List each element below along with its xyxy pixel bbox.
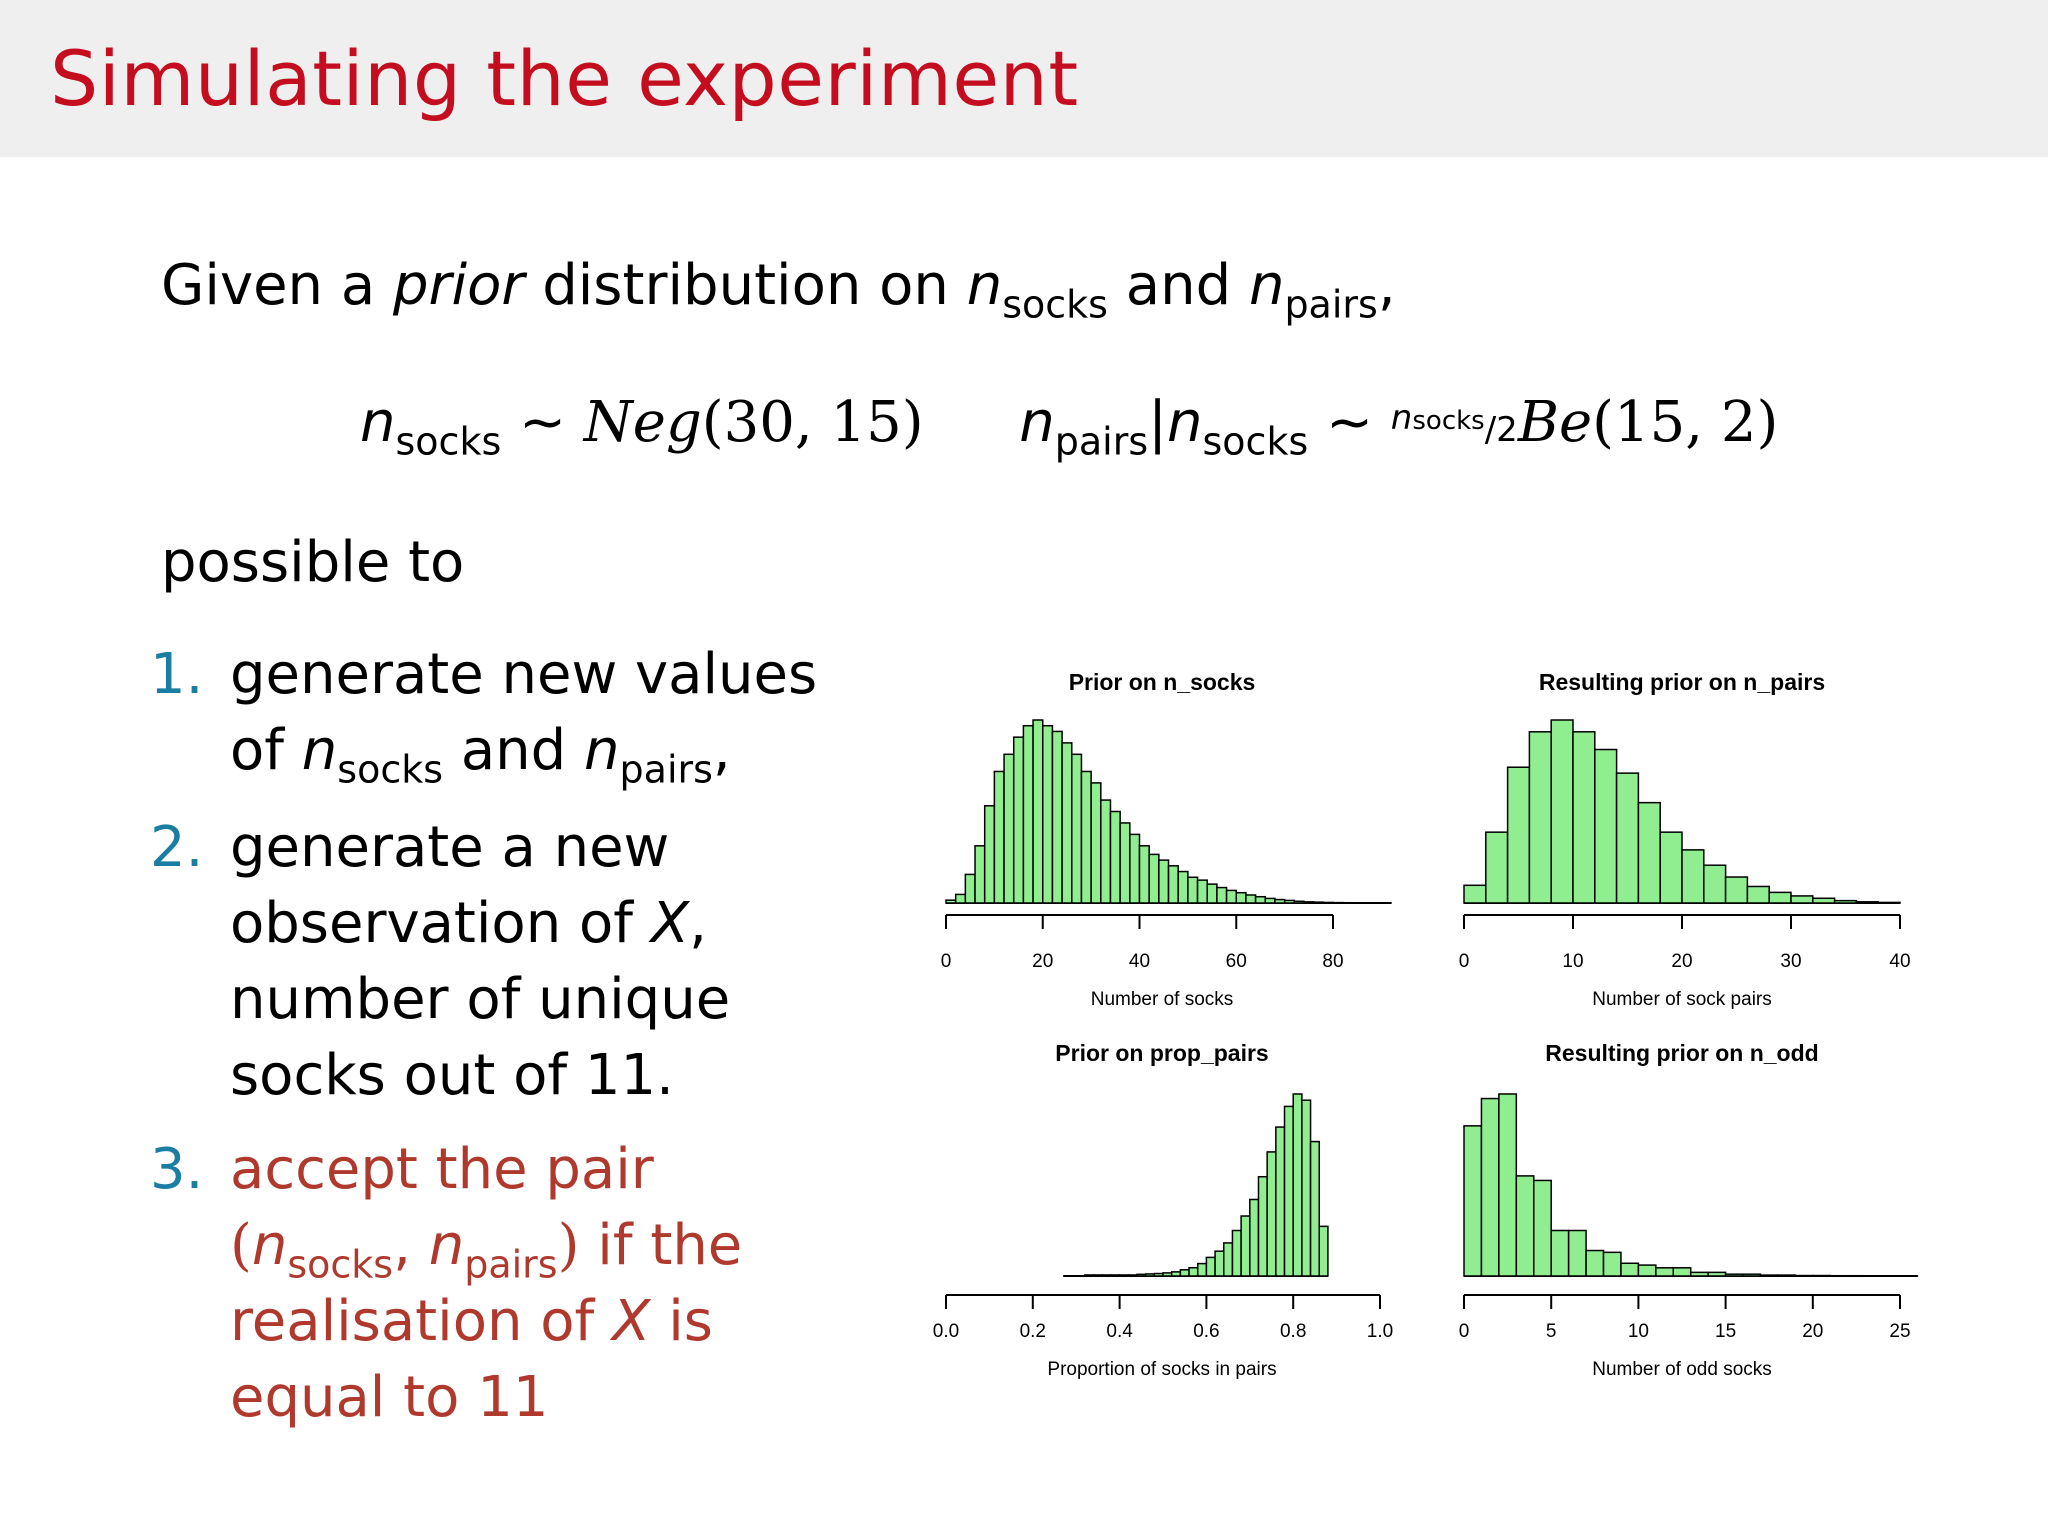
histogram-bar [1033,720,1043,903]
histogram-bar [1791,896,1813,903]
histogram-bar [1246,895,1256,903]
histogram-bar [1198,880,1208,903]
histogram-bar [1656,1268,1673,1276]
histogram-bar [1043,726,1053,903]
step-1-number: 1. [150,642,204,707]
histogram-bar [1726,1274,1743,1276]
step-2-line-2: observation of X, [230,891,707,956]
x-axis-label: Proportion of socks in pairs [1047,1359,1277,1380]
intro-and: and [1125,253,1232,318]
histogram-bar [1188,877,1198,903]
x-tick-label: 0.4 [1106,1321,1133,1342]
histogram-bar [1617,773,1639,903]
chart-title: Resulting prior on n_odd [1545,1040,1819,1066]
histogram-bar [1708,1272,1725,1276]
histogram-bar [1241,1216,1250,1276]
histogram-bar [1835,901,1857,903]
x-tick-label: 1.0 [1366,1321,1394,1342]
slide-title: Simulating the experiment [50,34,1079,123]
histogram-bar [1207,884,1217,903]
histogram-bar [1285,900,1295,903]
sub-pairs: pairs [1054,419,1149,464]
var-n: n [360,390,396,455]
dist-be-args: (15, 2) [1592,390,1779,455]
histogram-bar [975,846,985,903]
possible-to: possible to [161,530,465,595]
histogram-bar [1534,1180,1551,1276]
x-tick-label: 40 [1889,951,1911,972]
histogram-bar [1726,877,1748,903]
histogram-bar [1586,1251,1603,1276]
step-2-line-4: socks out of 11. [230,1043,674,1108]
histogram-bar [1275,900,1285,903]
x-tick-label: 5 [1545,1321,1557,1342]
histogram-bar [1256,897,1266,903]
histogram-bar [1217,888,1227,903]
histogram-bar [1111,1275,1120,1276]
sub-socks: socks [1002,282,1108,327]
histogram-bar [1189,1268,1198,1276]
x-tick-label: 0.8 [1279,1321,1307,1342]
histogram-bar [1128,1275,1137,1276]
histogram-bar [1178,872,1188,903]
histogram-bar [1638,1265,1655,1276]
dist-neg: Neg [583,390,702,455]
bar: | [1148,390,1167,455]
histogram-bar [1137,1274,1146,1276]
chart-title: Prior on prop_pairs [1055,1040,1269,1066]
histogram-bar [1743,1274,1760,1276]
x-axis-label: Number of sock pairs [1592,989,1772,1010]
intro-prior-word: prior [392,253,525,318]
histogram-bar [1072,754,1082,903]
histogram-bar [1227,890,1237,903]
histogram-bar [1595,750,1617,903]
x-tick-label: 60 [1225,951,1247,972]
step-2-number: 2. [150,815,204,880]
histogram-bar [1172,1272,1181,1276]
x-tick-label: 10 [1627,1321,1649,1342]
histogram-bar [1673,1268,1690,1276]
histogram-bar [1206,1257,1215,1276]
dist-be: Be [1517,390,1593,455]
histogram-bar [1747,886,1769,903]
histogram-bar [1481,1099,1498,1276]
x-tick-label: 40 [1128,951,1151,972]
histogram-bar [1285,1106,1294,1276]
histogram-bar [1691,1272,1708,1276]
histogram-bar [1169,866,1179,903]
histogram-bar [1159,860,1169,903]
histogram-bar [1232,1231,1241,1277]
histogram-bar [1551,720,1573,903]
histogram-bar [1023,726,1033,903]
histogram-bar [1250,1199,1259,1276]
x-axis-label: Number of socks [1090,989,1234,1010]
histogram-bar [1062,743,1072,903]
var-n: n [966,253,1003,318]
x-tick-label: 30 [1780,951,1802,972]
histogram-bar [1551,1231,1568,1277]
histogram-bar [1464,885,1486,903]
histogram-bar [1140,846,1150,903]
x-tick-label: 0 [1458,951,1470,972]
histogram-bar [1081,771,1091,903]
histogram-bar [1856,902,1878,903]
x-tick-label: 20 [1032,951,1054,972]
step-1-line-2: of $n_{socks}$ and $n_{pairs}$, [230,718,731,792]
var-n: n [1167,390,1203,455]
histogram-bar [956,894,966,903]
step-3-line-3: realisation of X is [230,1289,713,1354]
intro-comma: , [1377,253,1396,318]
histogram-bar [1878,902,1900,903]
histogram-bar [1276,1127,1285,1276]
histogram-bar [1778,1275,1795,1276]
sub-socks: socks [395,419,502,464]
histogram-bar [1323,902,1333,903]
histogram-bar [1258,1177,1267,1276]
step-1-line-1: generate new values [230,642,818,707]
sub-pairs: pairs [1284,282,1378,327]
var-n: n [1248,253,1285,318]
histogram-bar [985,806,995,903]
intro-text-2: distribution on [542,253,949,318]
histogram-bar [1130,834,1140,903]
x-tick-label: 0 [940,951,952,972]
histogram-bar [1508,767,1530,903]
histogram-bar [1224,1243,1233,1276]
step-3-number: 3. [150,1137,204,1202]
chart-title: Prior on n_socks [1068,669,1256,695]
histogram-bar [1120,1275,1129,1276]
histogram-bar [994,771,1004,903]
histogram-bar [1813,898,1835,903]
x-tick-label: 20 [1671,951,1693,972]
histogram-bar [1265,898,1275,903]
histogram-bar [1004,754,1014,903]
histogram-bar [1516,1176,1533,1276]
histogram-bar [1304,902,1314,903]
histogram-bar [1314,902,1324,903]
histogram-bar [1198,1264,1207,1276]
histogram-bar [1120,823,1130,903]
histogram-bar [1101,800,1111,903]
histogram-bar [1682,850,1704,903]
histogram-bar [1094,1275,1103,1276]
histogram-bar [1529,732,1551,903]
step-2-line-1: generate a new [230,815,670,880]
histogram-bar [1052,731,1062,903]
histogram-bar [1014,737,1024,903]
histogram-bar [1154,1274,1163,1276]
histogram-bar [1163,1273,1172,1276]
tilde: ~ [519,390,566,455]
histogram-bar [1293,1094,1302,1276]
frac-num: nsocks [1390,398,1485,439]
histogram-bar [1146,1274,1155,1276]
histogram-bar [1110,812,1120,904]
histogram-bar [1621,1263,1638,1276]
histogram-bar [1091,783,1101,903]
x-tick-label: 80 [1322,951,1344,972]
histogram-bar [1760,1275,1777,1276]
histogram-bar [1604,1252,1621,1276]
dist-neg-args: (30, 15) [701,390,924,455]
x-tick-label: 0.0 [932,1321,960,1342]
histogram-bar [1085,1275,1094,1276]
histogram-bar [1149,854,1159,903]
histogram-bar [1215,1251,1224,1276]
histogram-bar [1302,1100,1311,1276]
histogram-bar [1319,1226,1328,1276]
histogram-bar [965,874,975,903]
x-tick-label: 0.2 [1019,1321,1047,1342]
histogram-bar [946,900,956,903]
histogram-bar [1638,803,1660,903]
chart-title: Resulting prior on n_pairs [1538,669,1826,695]
histogram-bar [1499,1094,1516,1276]
x-tick-label: 20 [1802,1321,1824,1342]
intro-text-1: Given a [161,253,376,318]
x-tick-label: 15 [1715,1321,1737,1342]
x-tick-label: 25 [1889,1321,1911,1342]
histogram-bar [1486,832,1508,903]
step-3-line-2: ($n_{socks}$, $n_{pairs}$) if the [230,1213,743,1287]
step-3-line-4: equal to 11 [230,1365,549,1430]
histogram-bar [1464,1126,1481,1276]
step-2-line-3: number of unique [230,967,731,1032]
tilde: ~ [1326,390,1373,455]
step-3-line-1: accept the pair [230,1137,654,1202]
histogram-bar [1267,1152,1276,1276]
histogram-bar [1102,1275,1111,1276]
histogram-bar [1573,732,1595,903]
histogram-bar [1180,1270,1189,1276]
sub-socks: socks [1202,419,1309,464]
histogram-bar [1660,832,1682,903]
histogram-bar [1769,892,1791,903]
frac-den: /2 [1484,410,1518,450]
x-axis-label: Number of odd socks [1592,1359,1772,1380]
histogram-bar [1311,1142,1320,1276]
histogram-bar [1704,865,1726,903]
histogram-bar [1294,901,1304,903]
var-n: n [1019,390,1055,455]
x-tick-label: 0 [1458,1321,1470,1342]
x-tick-label: 10 [1562,951,1584,972]
histogram-bar [1236,893,1246,903]
histogram-bar [1569,1231,1586,1277]
x-tick-label: 0.6 [1193,1321,1220,1342]
